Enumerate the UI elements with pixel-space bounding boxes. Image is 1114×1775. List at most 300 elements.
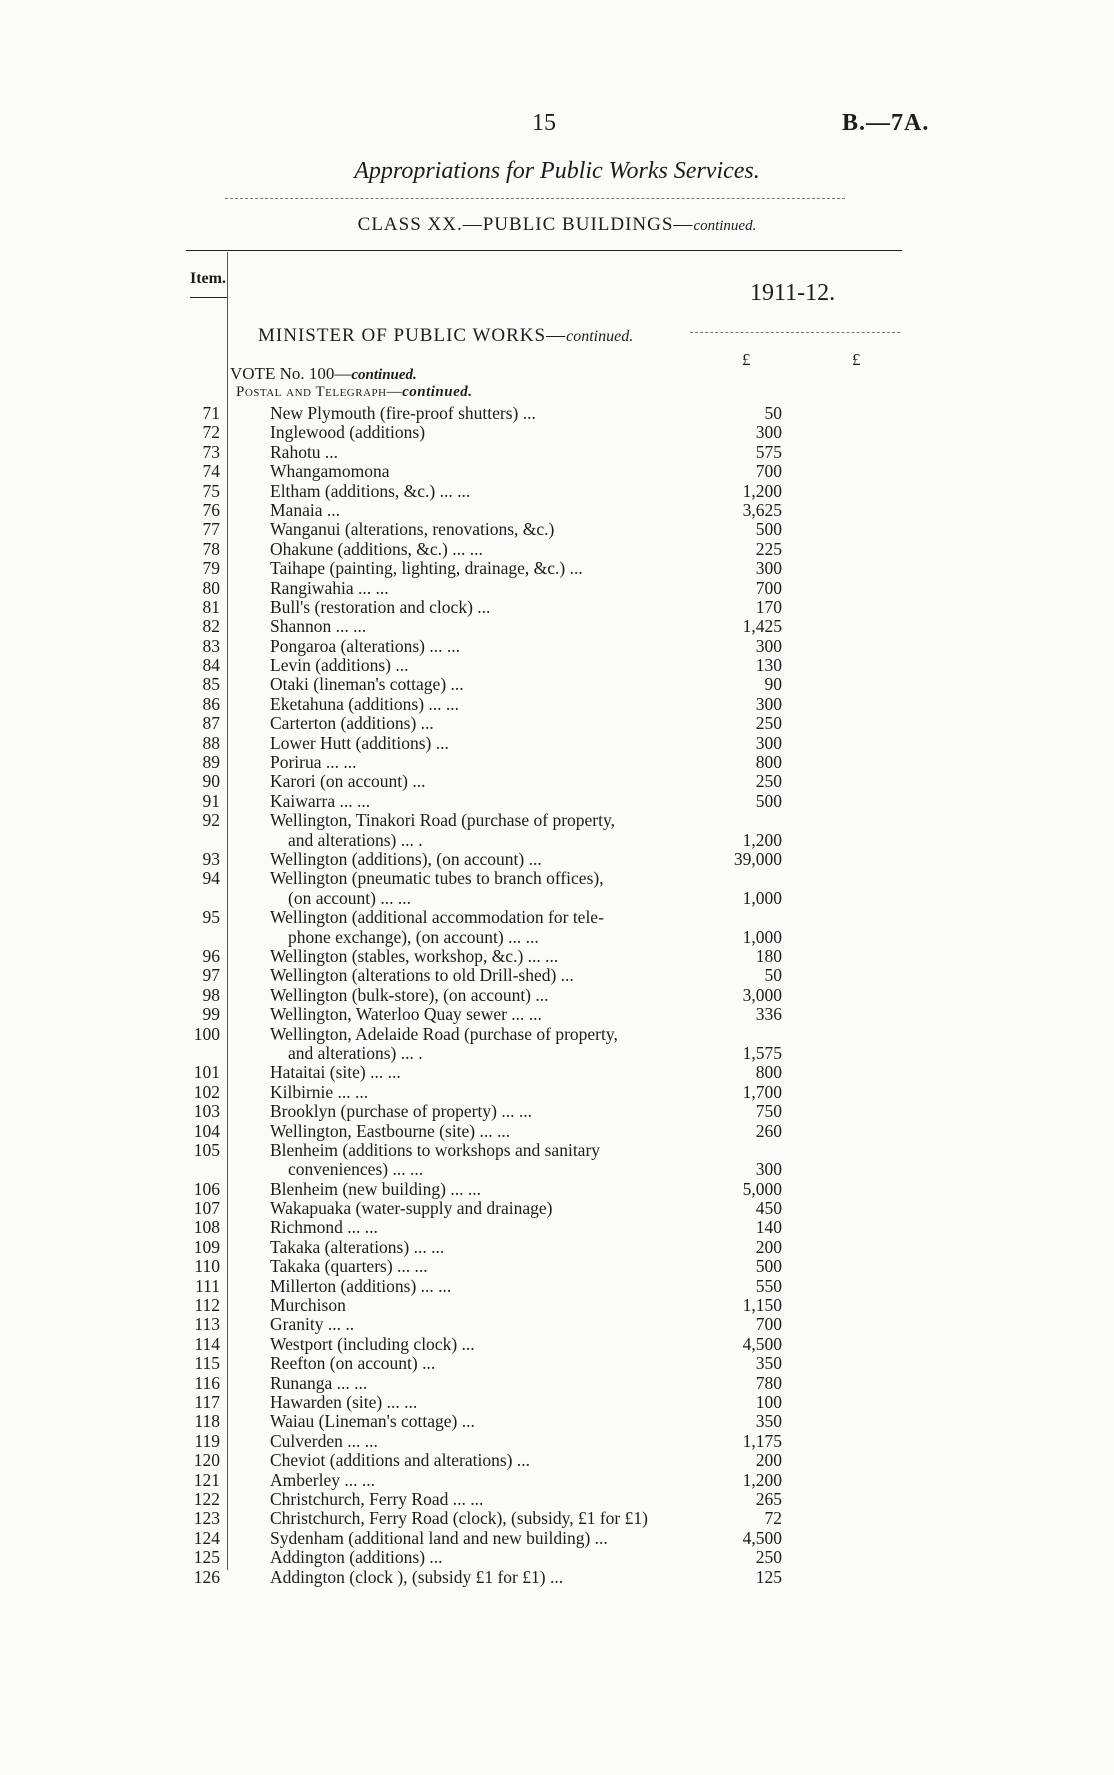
item-number: 106 xyxy=(193,1178,220,1199)
item-number: 93 xyxy=(202,849,220,869)
item-description-text: Bull's (restoration and clock) ... xyxy=(270,596,491,617)
item-amount: 39,000 xyxy=(733,849,782,869)
item-amount: 4,500 xyxy=(742,1333,782,1354)
table-row xyxy=(0,1238,1114,1257)
table-row xyxy=(0,501,1114,520)
item-description-text: Levin (additions) ... xyxy=(270,655,409,676)
item-description-text: Reefton (on account) ... xyxy=(270,1353,436,1374)
title-divider xyxy=(225,198,845,199)
item-description xyxy=(270,869,682,908)
item-description xyxy=(270,1432,682,1451)
table-row xyxy=(0,869,1114,908)
item-description-text: New Plymouth (fire-proof shutters) ... xyxy=(270,403,536,423)
item-description-text: Rahotu ... xyxy=(270,441,339,462)
item-number: 110 xyxy=(194,1256,220,1277)
item-number: 120 xyxy=(193,1450,220,1471)
item-description-text: Granity ... .. xyxy=(270,1314,355,1335)
minister-heading xyxy=(258,325,633,347)
item-amount: 780 xyxy=(755,1372,782,1393)
item-amount: 125 xyxy=(755,1566,782,1587)
item-description xyxy=(270,1083,682,1102)
table-row xyxy=(0,1568,1114,1587)
table-row xyxy=(0,986,1114,1005)
item-number: 103 xyxy=(193,1101,220,1122)
item-amount: 200 xyxy=(755,1236,782,1257)
item-description xyxy=(270,1218,682,1237)
item-amount: 1,150 xyxy=(742,1295,782,1316)
year-column-header: 1911-12. xyxy=(750,280,836,306)
table-row xyxy=(0,1277,1114,1296)
item-description-text: Culverden ... ... xyxy=(270,1430,378,1451)
item-description-text: Wellington (additions), (on account) ... xyxy=(270,849,542,869)
item-description-text: Taihape (painting, lighting, drainage, &c.) ... xyxy=(270,558,583,579)
item-number: 72 xyxy=(202,422,220,443)
table-row xyxy=(0,1218,1114,1237)
item-description-continuation: and alterations) ... . xyxy=(288,1042,423,1063)
item-description xyxy=(270,617,682,636)
item-description xyxy=(270,423,682,442)
item-number: 76 xyxy=(202,499,220,520)
item-number: 113 xyxy=(194,1314,220,1335)
item-description xyxy=(270,947,682,966)
item-amount: 140 xyxy=(755,1217,782,1238)
item-amount: 250 xyxy=(755,1547,782,1568)
table-row xyxy=(0,734,1114,753)
table-row xyxy=(0,598,1114,617)
item-amount: 700 xyxy=(755,577,782,598)
item-description xyxy=(270,1471,682,1490)
item-amount: 550 xyxy=(755,1275,782,1296)
item-description-text: Wellington, Waterloo Quay sewer ... ... xyxy=(270,1004,542,1025)
item-description-text: Wellington (alterations to old Drill-shed) ... xyxy=(270,965,574,986)
item-description xyxy=(270,482,682,501)
item-number: 89 xyxy=(202,752,220,773)
item-amount: 1,200 xyxy=(742,1469,782,1490)
item-description xyxy=(270,1122,682,1141)
item-amount: 5,000 xyxy=(742,1178,782,1199)
class-subtitle-continued: continued. xyxy=(693,218,757,234)
table-row xyxy=(0,1548,1114,1567)
item-description-text: Wellington, Tinakori Road (purchase of property, xyxy=(270,810,615,831)
item-description xyxy=(270,1509,682,1528)
item-description xyxy=(270,1180,682,1199)
document-reference: B.—7A. xyxy=(842,110,930,136)
class-subtitle-text: CLASS XX.—PUBLIC BUILDINGS— xyxy=(357,214,694,235)
item-amount: 300 xyxy=(755,732,782,753)
item-description xyxy=(270,850,682,869)
item-amount: 1,000 xyxy=(742,926,782,947)
item-amount: 300 xyxy=(755,693,782,714)
item-number: 71 xyxy=(202,403,220,423)
table-row xyxy=(0,617,1114,636)
item-description xyxy=(270,695,682,714)
item-header-rule xyxy=(190,297,228,298)
item-number: 107 xyxy=(193,1198,220,1219)
table-row xyxy=(0,443,1114,462)
item-number: 117 xyxy=(194,1392,220,1412)
item-amount: 500 xyxy=(755,790,782,811)
item-description-text: Carterton (additions) ... xyxy=(270,713,434,734)
item-description-text: Richmond ... ... xyxy=(270,1217,378,1238)
item-description xyxy=(270,1393,682,1412)
table-row xyxy=(0,482,1114,501)
item-number: 115 xyxy=(194,1353,220,1374)
item-number: 119 xyxy=(194,1430,220,1451)
page-number: 15 xyxy=(532,110,556,136)
item-amount: 260 xyxy=(755,1120,782,1141)
item-description xyxy=(270,540,682,559)
item-number: 104 xyxy=(193,1120,220,1141)
item-description-text: Cheviot (additions and alterations) ... xyxy=(270,1450,531,1471)
item-description xyxy=(270,1548,682,1567)
item-amount: 750 xyxy=(755,1101,782,1122)
item-number: 112 xyxy=(194,1295,220,1316)
item-description xyxy=(270,792,682,811)
item-number: 125 xyxy=(193,1547,220,1568)
item-description xyxy=(270,1568,682,1587)
item-description-text: Blenheim (new building) ... ... xyxy=(270,1178,481,1199)
item-number: 98 xyxy=(202,984,220,1005)
item-description-continuation: conveniences) ... ... xyxy=(288,1159,424,1180)
item-number: 84 xyxy=(202,655,220,676)
item-description xyxy=(270,1005,682,1024)
item-number: 80 xyxy=(202,577,220,598)
item-number: 126 xyxy=(193,1566,220,1587)
table-row xyxy=(0,1315,1114,1334)
item-amount: 450 xyxy=(755,1198,782,1219)
item-amount: 700 xyxy=(755,1314,782,1335)
item-description xyxy=(270,404,682,423)
item-amount: 500 xyxy=(755,1256,782,1277)
item-description-continuation: phone exchange), (on account) ... ... xyxy=(288,926,539,947)
currency-symbol-1: £ xyxy=(742,350,751,369)
table-row xyxy=(0,1509,1114,1528)
item-number: 116 xyxy=(194,1372,220,1393)
amount-header-rule xyxy=(690,332,900,333)
table-row xyxy=(0,1083,1114,1102)
item-description-text: Inglewood (additions) xyxy=(270,422,426,443)
item-description xyxy=(270,579,682,598)
item-description-text: Addington (additions) ... xyxy=(270,1547,443,1568)
item-number: 87 xyxy=(202,713,220,734)
item-amount: 250 xyxy=(755,771,782,792)
item-amount: 50 xyxy=(764,965,782,986)
item-description-text: Westport (including clock) ... xyxy=(270,1333,475,1354)
table-row xyxy=(0,811,1114,850)
item-amount: 100 xyxy=(755,1392,782,1412)
section-heading xyxy=(236,384,473,401)
appropriation-rows xyxy=(0,404,1114,1587)
minister-heading-text: MINISTER OF PUBLIC WORKS— xyxy=(258,325,567,346)
table-row xyxy=(0,1335,1114,1354)
item-number: 78 xyxy=(202,538,220,559)
item-number: 109 xyxy=(193,1236,220,1257)
table-row xyxy=(0,1374,1114,1393)
item-description-text: Shannon ... ... xyxy=(270,616,367,637)
item-number: 121 xyxy=(193,1469,220,1490)
table-top-rule xyxy=(186,250,902,251)
item-number: 74 xyxy=(202,461,220,482)
item-description xyxy=(270,772,682,791)
table-row xyxy=(0,1102,1114,1121)
item-description xyxy=(270,1412,682,1431)
table-row xyxy=(0,579,1114,598)
item-description xyxy=(270,1315,682,1334)
item-amount: 300 xyxy=(755,558,782,579)
item-description xyxy=(270,1257,682,1276)
item-description-text: Wakapuaka (water-supply and drainage) xyxy=(270,1198,553,1219)
item-amount: 1,200 xyxy=(742,829,782,850)
item-description xyxy=(270,1063,682,1082)
table-row xyxy=(0,1025,1114,1064)
item-number: 118 xyxy=(194,1411,220,1432)
item-amount: 3,625 xyxy=(742,499,782,520)
item-description-text: Karori (on account) ... xyxy=(270,771,426,792)
table-row xyxy=(0,1490,1114,1509)
item-number: 114 xyxy=(194,1333,220,1354)
item-description xyxy=(270,1529,682,1548)
item-description xyxy=(270,462,682,481)
item-description xyxy=(270,1102,682,1121)
item-amount: 575 xyxy=(755,441,782,462)
table-row xyxy=(0,637,1114,656)
table-row xyxy=(0,850,1114,869)
item-description xyxy=(270,1141,682,1180)
table-row xyxy=(0,1141,1114,1180)
item-description-text: Addington (clock ), (subsidy £1 for £1) ... xyxy=(270,1566,564,1587)
item-description-text: Ohakune (additions, &c.) ... ... xyxy=(270,538,483,559)
item-description-text: Wellington, Eastbourne (site) ... ... xyxy=(270,1120,511,1141)
minister-heading-continued: continued. xyxy=(566,328,634,345)
table-row xyxy=(0,714,1114,733)
item-amount: 300 xyxy=(755,422,782,443)
table-row xyxy=(0,1471,1114,1490)
item-description-text: Takaka (alterations) ... ... xyxy=(270,1236,445,1257)
table-row xyxy=(0,695,1114,714)
item-number: 100 xyxy=(193,1023,220,1044)
item-description-text: Wanganui (alterations, renovations, &c.) xyxy=(270,519,555,540)
table-row xyxy=(0,1199,1114,1218)
item-description-text: Christchurch, Ferry Road (clock), (subsidy, £1 for £1) xyxy=(270,1508,648,1529)
item-number: 96 xyxy=(202,945,220,966)
item-amount: 300 xyxy=(755,635,782,656)
item-description xyxy=(270,1025,682,1064)
table-row xyxy=(0,520,1114,539)
item-number: 92 xyxy=(202,810,220,831)
item-description-text: Whangamomona xyxy=(270,461,390,482)
item-description-text: Porirua ... ... xyxy=(270,752,357,773)
item-description xyxy=(270,811,682,850)
table-row xyxy=(0,540,1114,559)
item-number: 108 xyxy=(193,1217,220,1238)
item-description-text: Wellington (bulk-store), (on account) ... xyxy=(270,984,549,1005)
vote-heading-text: VOTE No. 100— xyxy=(230,364,352,383)
item-amount: 200 xyxy=(755,1450,782,1471)
item-description-text: Wellington (additional accommodation for tele- xyxy=(270,907,604,928)
item-number: 73 xyxy=(202,441,220,462)
item-description-text: Sydenham (additional land and new building) ... xyxy=(270,1527,608,1548)
item-description-text: Pongaroa (alterations) ... ... xyxy=(270,635,461,656)
item-amount: 350 xyxy=(755,1353,782,1374)
table-row xyxy=(0,1180,1114,1199)
item-number: 82 xyxy=(202,616,220,637)
item-description-text: Eketahuna (additions) ... ... xyxy=(270,693,460,714)
item-number: 94 xyxy=(202,868,220,889)
item-number: 111 xyxy=(195,1275,220,1296)
table-row xyxy=(0,559,1114,578)
item-amount: 50 xyxy=(764,403,782,423)
item-description xyxy=(270,675,682,694)
item-description xyxy=(270,1199,682,1218)
table-row xyxy=(0,1257,1114,1276)
item-description xyxy=(270,734,682,753)
item-number: 122 xyxy=(193,1488,220,1509)
table-row xyxy=(0,1354,1114,1373)
item-description xyxy=(270,1238,682,1257)
item-description-text: Kaiwarra ... ... xyxy=(270,790,371,811)
item-description-text: Waiau (Lineman's cottage) ... xyxy=(270,1411,475,1432)
item-description xyxy=(270,986,682,1005)
item-description xyxy=(270,1451,682,1470)
item-amount: 350 xyxy=(755,1411,782,1432)
table-row xyxy=(0,1529,1114,1548)
item-amount: 250 xyxy=(755,713,782,734)
item-description-text: Wellington (stables, workshop, &c.) ... ... xyxy=(270,945,559,966)
table-row xyxy=(0,423,1114,442)
item-description-text: Eltham (additions, &c.) ... ... xyxy=(270,480,471,501)
section-heading-continued: continued. xyxy=(402,384,473,400)
item-number: 77 xyxy=(202,519,220,540)
item-description-text: Blenheim (additions to workshops and sanitary xyxy=(270,1139,601,1160)
table-row xyxy=(0,1393,1114,1412)
item-number: 91 xyxy=(202,790,220,811)
item-description-text: Hataitai (site) ... ... xyxy=(270,1062,401,1083)
item-description-text: Kilbirnie ... ... xyxy=(270,1081,369,1102)
item-description-text: Christchurch, Ferry Road ... ... xyxy=(270,1488,484,1509)
item-amount: 800 xyxy=(755,752,782,773)
item-number: 124 xyxy=(193,1527,220,1548)
item-number: 101 xyxy=(193,1062,220,1083)
item-description-text: Manaia ... xyxy=(270,499,340,520)
item-amount: 700 xyxy=(755,461,782,482)
table-row xyxy=(0,1122,1114,1141)
item-column-header: Item. xyxy=(190,270,226,287)
item-amount: 336 xyxy=(755,1004,782,1025)
class-subtitle xyxy=(0,214,1114,236)
table-row xyxy=(0,792,1114,811)
item-number: 123 xyxy=(193,1508,220,1529)
item-number: 95 xyxy=(202,907,220,928)
table-row xyxy=(0,908,1114,947)
item-amount: 180 xyxy=(755,945,782,966)
item-number: 81 xyxy=(202,596,220,617)
item-description xyxy=(270,656,682,675)
table-row xyxy=(0,1005,1114,1024)
item-description xyxy=(270,966,682,985)
table-row xyxy=(0,1432,1114,1451)
table-row xyxy=(0,404,1114,423)
item-amount: 1,700 xyxy=(742,1081,782,1102)
item-amount: 90 xyxy=(764,674,782,695)
table-row xyxy=(0,772,1114,791)
item-number: 88 xyxy=(202,732,220,753)
item-amount: 300 xyxy=(755,1159,782,1180)
item-number: 86 xyxy=(202,693,220,714)
item-description-continuation: (on account) ... ... xyxy=(288,887,411,908)
item-description-text: Wellington, Adelaide Road (purchase of property, xyxy=(270,1023,618,1044)
vote-heading-continued: continued. xyxy=(351,367,417,383)
item-amount: 225 xyxy=(755,538,782,559)
item-amount: 3,000 xyxy=(742,984,782,1005)
item-description-text: Rangiwahia ... ... xyxy=(270,577,389,598)
table-row xyxy=(0,1296,1114,1315)
item-description xyxy=(270,520,682,539)
item-description xyxy=(270,501,682,520)
item-description-continuation: and alterations) ... . xyxy=(288,829,423,850)
item-number: 90 xyxy=(202,771,220,792)
item-amount: 500 xyxy=(755,519,782,540)
item-description-text: Lower Hutt (additions) ... xyxy=(270,732,449,753)
table-row xyxy=(0,966,1114,985)
item-description xyxy=(270,1335,682,1354)
item-number: 99 xyxy=(202,1004,220,1025)
table-row xyxy=(0,1063,1114,1082)
item-description xyxy=(270,559,682,578)
item-number: 75 xyxy=(202,480,220,501)
table-row xyxy=(0,462,1114,481)
item-description-text: Murchison xyxy=(270,1295,346,1316)
item-amount: 800 xyxy=(755,1062,782,1083)
currency-symbol-2: £ xyxy=(852,350,861,369)
item-description xyxy=(270,1277,682,1296)
table-row xyxy=(0,947,1114,966)
item-description-text: Wellington (pneumatic tubes to branch offices), xyxy=(270,868,604,889)
item-number: 102 xyxy=(193,1081,220,1102)
table-row xyxy=(0,1412,1114,1431)
page-title: Appropriations for Public Works Services. xyxy=(354,158,760,184)
item-description-text: Amberley ... ... xyxy=(270,1469,375,1490)
item-description-text: Takaka (quarters) ... ... xyxy=(270,1256,428,1277)
item-amount: 265 xyxy=(755,1488,782,1509)
item-amount: 170 xyxy=(755,596,782,617)
item-amount: 4,500 xyxy=(742,1527,782,1548)
item-amount: 130 xyxy=(755,655,782,676)
item-description xyxy=(270,714,682,733)
item-amount: 72 xyxy=(764,1508,782,1529)
item-description-text: Otaki (lineman's cottage) ... xyxy=(270,674,464,695)
item-description xyxy=(270,598,682,617)
table-row xyxy=(0,1451,1114,1470)
table-row xyxy=(0,753,1114,772)
item-description-text: Hawarden (site) ... ... xyxy=(270,1392,418,1412)
item-description xyxy=(270,1296,682,1315)
item-number: 97 xyxy=(202,965,220,986)
item-description-text: Runanga ... ... xyxy=(270,1372,368,1393)
item-description xyxy=(270,443,682,462)
item-description xyxy=(270,908,682,947)
item-description xyxy=(270,1374,682,1393)
item-description xyxy=(270,637,682,656)
item-description-text: Millerton (additions) ... ... xyxy=(270,1275,452,1296)
item-amount: 1,175 xyxy=(742,1430,782,1451)
item-number: 83 xyxy=(202,635,220,656)
item-description xyxy=(270,1490,682,1509)
section-heading-text: Postal and Telegraph— xyxy=(236,384,403,400)
item-description xyxy=(270,753,682,772)
item-number: 105 xyxy=(193,1139,220,1160)
vote-heading xyxy=(230,364,417,384)
item-amount: 1,000 xyxy=(742,887,782,908)
